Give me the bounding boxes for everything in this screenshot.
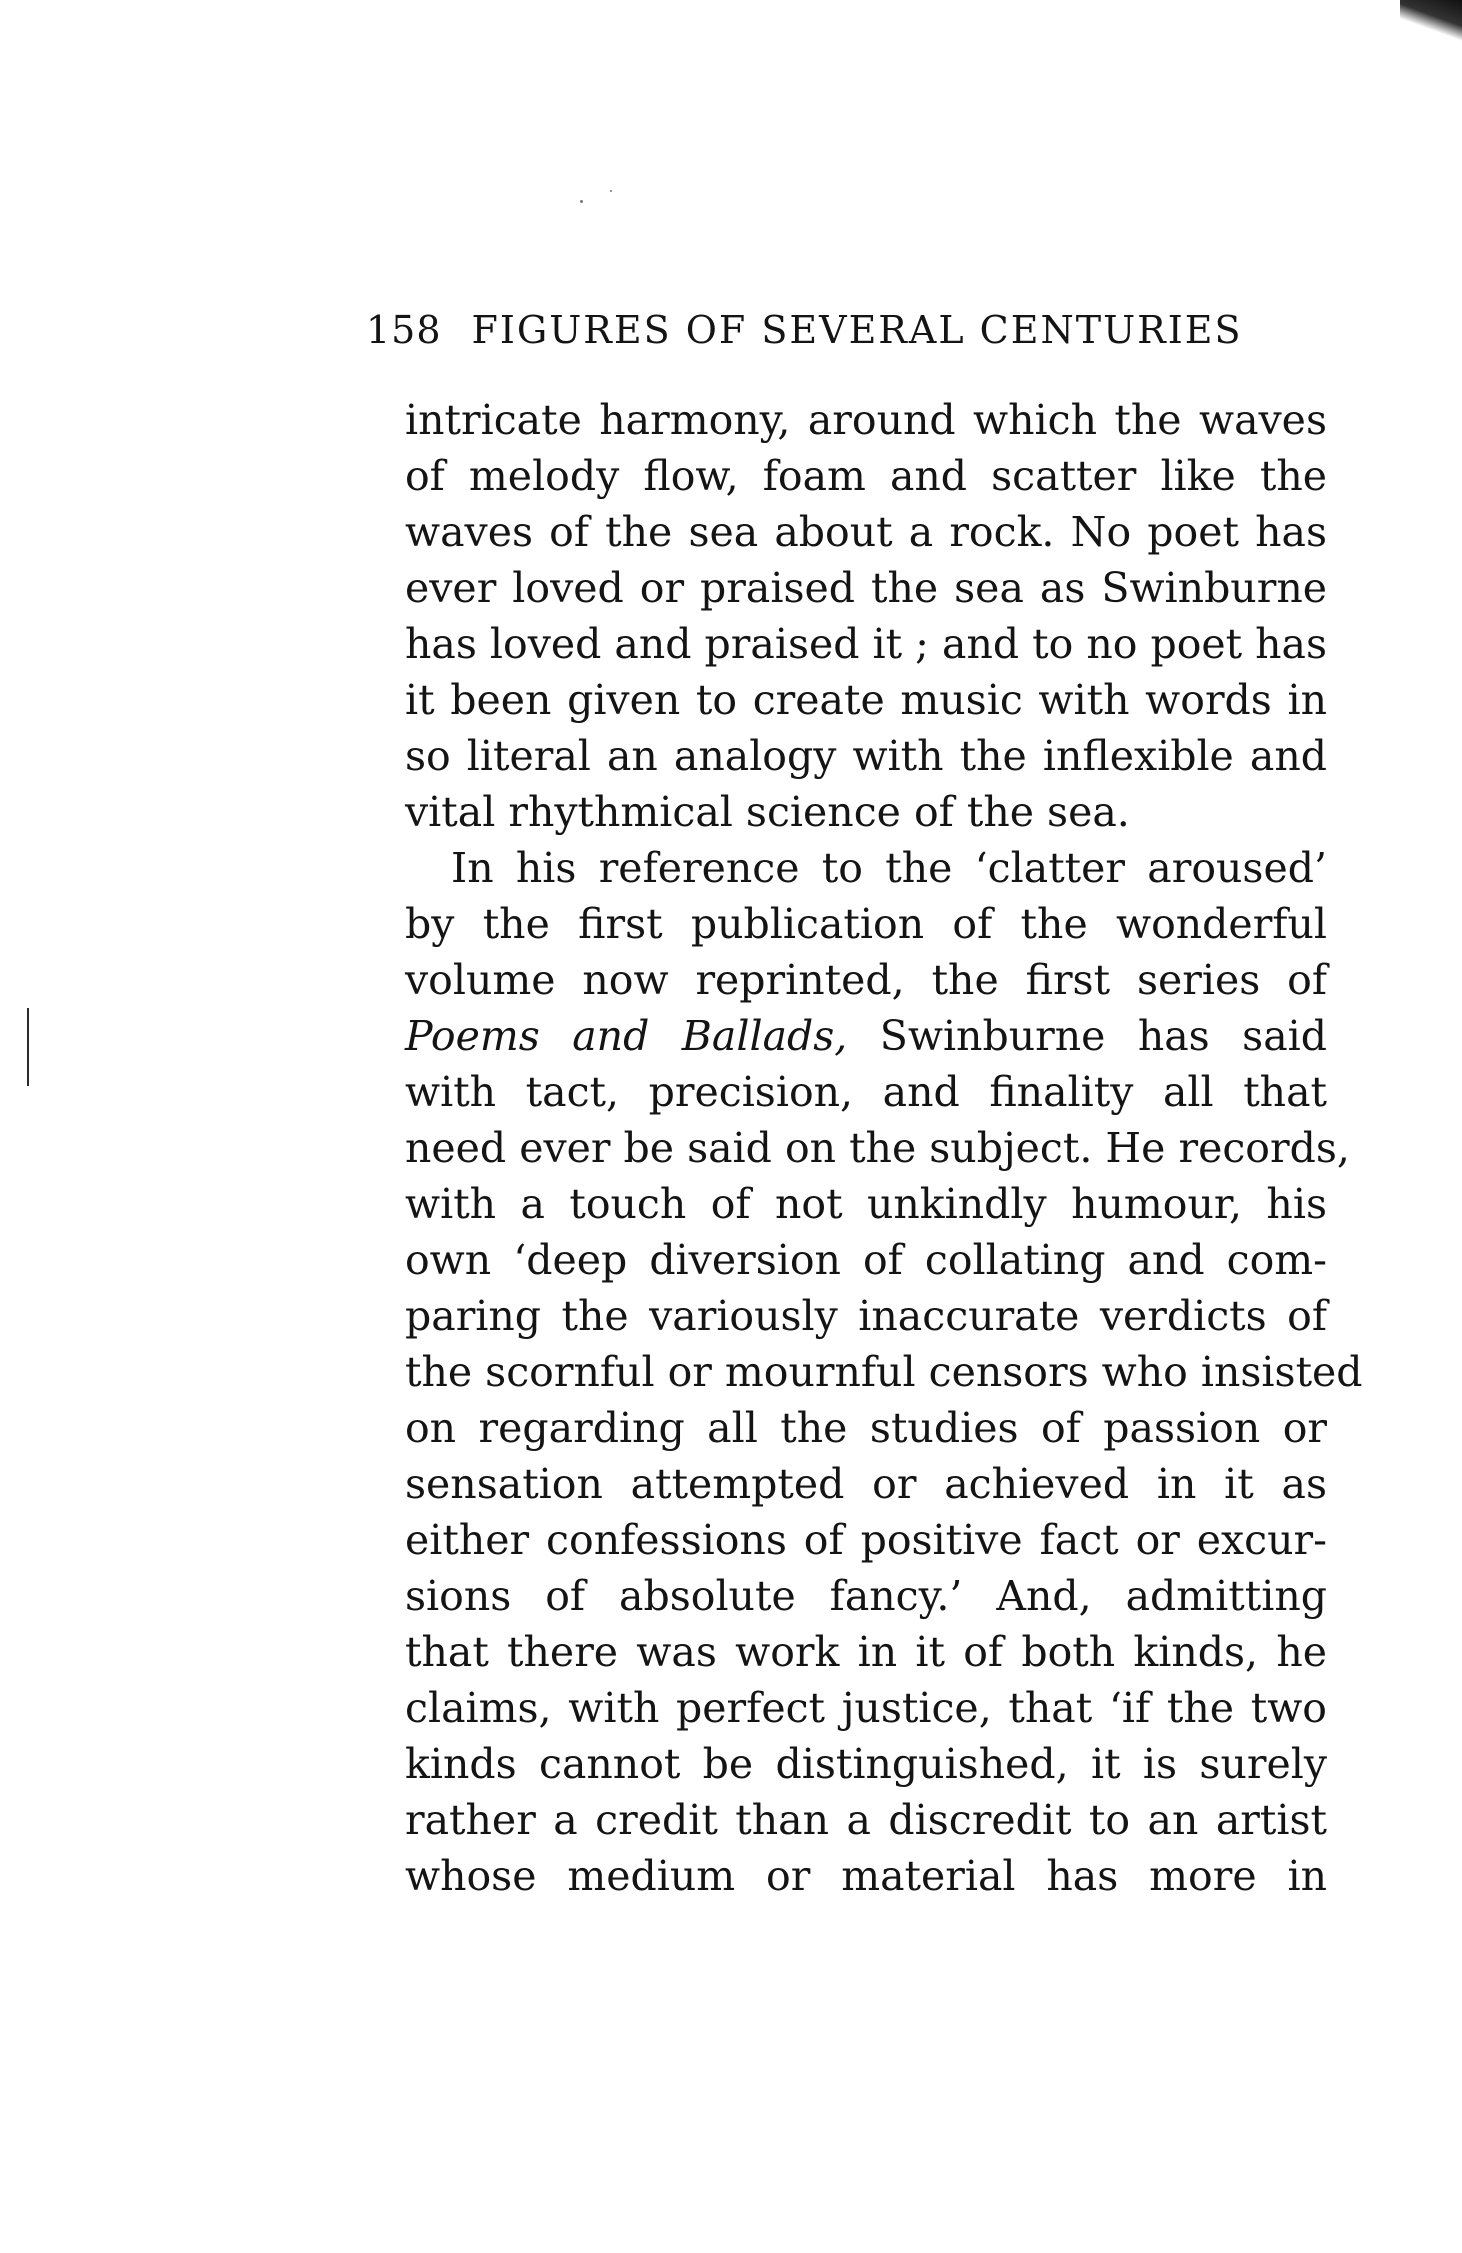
text-line: it been given to create music with words in xyxy=(405,676,1327,724)
text-line: by the first publication of the wonderful xyxy=(405,900,1327,948)
running-head xyxy=(366,308,1326,360)
text-line: vital rhythmical science of the sea. xyxy=(405,788,1130,836)
text-line: ever loved or praised the sea as Swinburne xyxy=(405,564,1327,612)
body-text xyxy=(405,392,1363,1904)
text-line: rather a credit than a discredit to an artist xyxy=(405,1796,1327,1844)
running-head-title: FIGURES OF SEVERAL CENTURIES xyxy=(471,308,1243,352)
text-line: own ‘deep diversion of collating and com- xyxy=(405,1236,1327,1284)
text-line: volume now reprinted, the first series of xyxy=(405,956,1327,1004)
text-line: with tact, precision, and finality all that xyxy=(405,1068,1327,1116)
text-line: whose medium or material has more in xyxy=(405,1852,1327,1900)
text-line: paring the variously inaccurate verdicts of xyxy=(405,1292,1327,1340)
text-line: so literal an analogy with the inflexible and xyxy=(405,732,1327,780)
text-line: sions of absolute fancy.’ And, admitting xyxy=(405,1572,1327,1620)
text-line: sensation attempted or achieved in it as xyxy=(405,1460,1327,1508)
text-line: either confessions of positive fact or excur- xyxy=(405,1516,1327,1564)
scan-corner-mark xyxy=(1400,0,1462,46)
text-line: on regarding all the studies of passion or xyxy=(405,1404,1327,1452)
text-line: that there was work in it of both kinds, he xyxy=(405,1628,1327,1676)
text-line: of melody flow, foam and scatter like the xyxy=(405,452,1327,500)
text-line: kinds cannot be distinguished, it is surely xyxy=(405,1740,1327,1788)
text-line: In his reference to the ‘clatter aroused’ xyxy=(451,844,1327,892)
text-line: need ever be said on the subject. He records, xyxy=(405,1124,1350,1172)
text-line: with a touch of not unkindly humour, his xyxy=(405,1180,1327,1228)
text-line: intricate harmony, around which the waves xyxy=(405,396,1327,444)
text-line: the scornful or mournful censors who insisted xyxy=(405,1348,1363,1396)
scan-speck xyxy=(580,200,583,203)
text-line: Poems and Ballads, Swinburne has said xyxy=(405,1012,1327,1060)
page-number: 158 xyxy=(366,308,442,352)
scan-gutter-line xyxy=(27,1008,29,1086)
scan-speck xyxy=(610,190,612,192)
text-line: waves of the sea about a rock. No poet has xyxy=(405,508,1327,556)
text-line: has loved and praised it ; and to no poet has xyxy=(405,620,1328,668)
text-line: claims, with perfect justice, that ‘if the two xyxy=(405,1684,1327,1732)
